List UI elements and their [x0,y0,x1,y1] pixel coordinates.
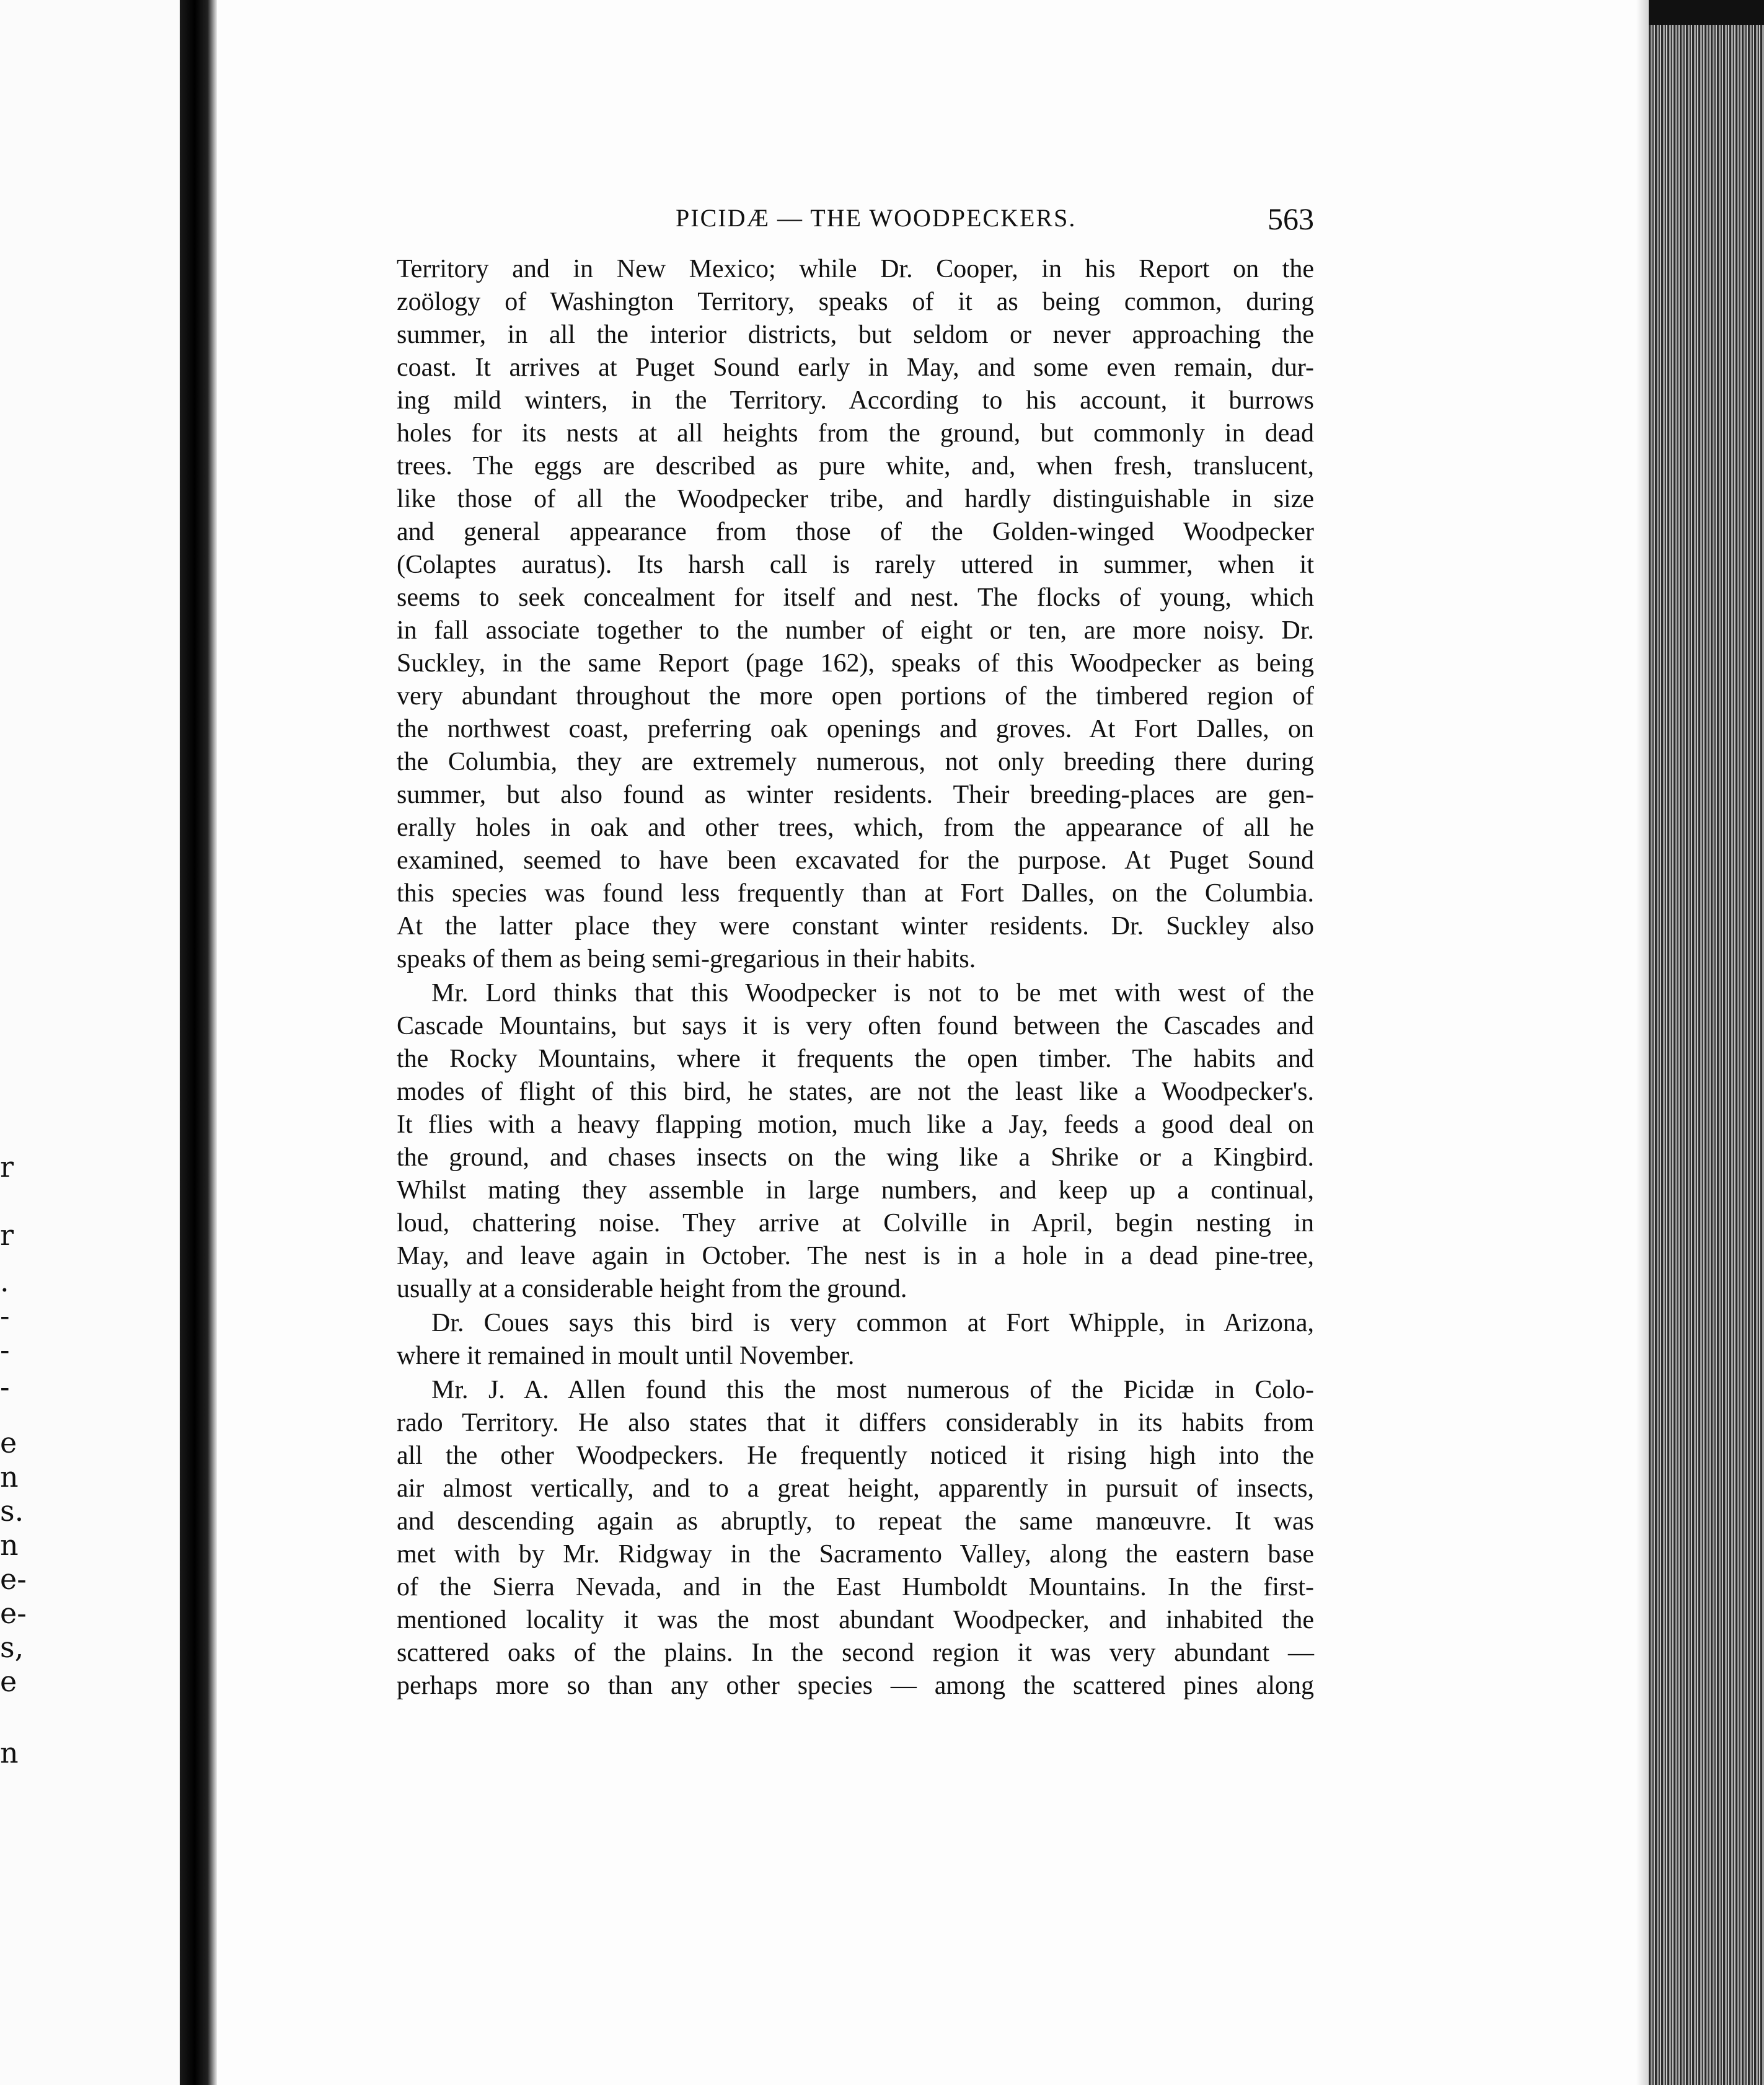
text-line: the northwest coast, preferring oak openings and groves. At Fort Dalles, on [397,715,1314,743]
text-line: the Columbia, they are extremely numerous, not only breeding there during [397,748,1314,776]
text-line: (Colaptes auratus). Its harsh call is rarely uttered in summer, when it [397,551,1314,579]
text-line: and descending again as abruptly, to repeat the same manœuvre. It was [397,1507,1314,1536]
facing-page-fragment: n [0,1460,19,1494]
text-line: At the latter place they were constant winter residents. Dr. Suckley also [397,912,1314,941]
facing-page-edge [0,0,180,2085]
text-line: Territory and in New Mexico; while Dr. Cooper, in his Report on the [397,255,1314,283]
text-line: It flies with a heavy flapping motion, much like a Jay, feeds a good deal on [397,1110,1314,1139]
text-line: Mr. J. A. Allen found this the most numerous of the Picidæ in Colo- [431,1376,1314,1404]
facing-page-fragment: s, [0,1631,24,1664]
text-line: Dr. Coues says this bird is very common at Fort Whipple, in Arizona, [431,1309,1314,1337]
text-line: modes of flight of this bird, he states, are not the least like a Woodpecker's. [397,1078,1314,1106]
text-line: usually at a considerable height from the ground. [397,1275,907,1303]
text-line: very abundant throughout the more open portions of the timbered region of [397,682,1314,710]
text-line: met with by Mr. Ridgway in the Sacramento Valley, along the eastern base [397,1540,1314,1569]
running-head [397,198,1314,242]
text-line: May, and leave again in October. The nest is in a hole in a dead pine-tree, [397,1242,1314,1270]
text-line: the Rocky Mountains, where it frequents the open timber. The habits and [397,1045,1314,1073]
text-line: and general appearance from those of the Golden-winged Woodpecker [397,518,1314,546]
text-line: the ground, and chases insects on the wing like a Shrike or a Kingbird. [397,1143,1314,1172]
facing-page-fragment: s. [0,1494,24,1528]
text-line: summer, in all the interior districts, but seldom or never approaching the [397,321,1314,349]
text-line: ing mild winters, in the Territory. According to his account, it burrows [397,386,1314,415]
facing-page-fragment: . [0,1265,9,1298]
body-text [397,253,1314,1702]
text-line: all the other Woodpeckers. He frequently noticed it rising high into the [397,1441,1314,1470]
text-line: Whilst mating they assemble in large numbers, and keep up a continual, [397,1176,1314,1205]
text-line: like those of all the Woodpecker tribe, and hardly distinguishable in size [397,485,1314,513]
facing-page-fragment: n [0,1736,19,1769]
binding-gutter [180,0,217,2085]
paragraph [397,1374,1314,1702]
text-line: Cascade Mountains, but says it is very often found between the Cascades and [397,1012,1314,1040]
text-line: loud, chattering noise. They arrive at Colville in April, begin nesting in [397,1209,1314,1237]
paragraph [397,977,1314,1306]
text-line: of the Sierra Nevada, and in the East Humboldt Mountains. In the first- [397,1573,1314,1601]
text-line: mentioned locality it was the most abundant Woodpecker, and inhabited the [397,1606,1314,1634]
text-line: air almost vertically, and to a great height, apparently in pursuit of insects, [397,1474,1314,1503]
text-line: Suckley, in the same Report (page 162), speaks of this Woodpecker as being [397,649,1314,678]
text-line: speaks of them as being semi-gregarious in their habits. [397,945,976,973]
text-line: this species was found less frequently than at Fort Dalles, on the Columbia. [397,879,1314,908]
facing-page-fragment: r [0,1150,14,1184]
text-line: examined, seemed to have been excavated for the purpose. At Puget Sound [397,846,1314,875]
text-line: perhaps more so than any other species — among the scattered pines along [397,1671,1314,1700]
facing-page-fragment: e- [0,1596,27,1630]
text-line: scattered oaks of the plains. In the second region it was very abundant — [397,1639,1314,1667]
running-title: PICIDÆ — THE WOODPECKERS. [676,204,1077,232]
facing-page-fragment: - [0,1299,10,1332]
text-line: seems to seek concealment for itself and nest. The flocks of young, which [397,583,1314,612]
text-line: holes for its nests at all heights from the ground, but commonly in dead [397,419,1314,448]
page-number: 563 [1268,201,1314,236]
facing-page-fragment: - [0,1333,10,1366]
facing-page-fragment: e- [0,1562,27,1596]
facing-page-fragment: e [0,1665,17,1698]
text-line: zoölogy of Washington Territory, speaks of it as being common, during [397,288,1314,316]
facing-page-fragment: e [0,1426,17,1459]
page-block-edges [1649,0,1764,2085]
book-page [397,198,1314,1810]
text-line: trees. The eggs are described as pure white, and, when fresh, translucent, [397,452,1314,480]
facing-page-fragment: r [0,1218,14,1252]
paragraph [397,1307,1314,1373]
text-line: Mr. Lord thinks that this Woodpecker is not to be met with west of the [431,979,1314,1007]
text-line: erally holes in oak and other trees, which, from the appearance of all he [397,813,1314,842]
text-line: coast. It arrives at Puget Sound early in May, and some even remain, dur- [397,353,1314,382]
page-block-top-shadow [1649,0,1764,25]
text-line: rado Territory. He also states that it differs considerably in its habits from [397,1409,1314,1437]
text-line: in fall associate together to the number of eight or ten, are more noisy. Dr. [397,616,1314,645]
facing-page-fragment: n [0,1528,19,1562]
text-line: where it remained in moult until November. [397,1342,855,1370]
text-line: summer, but also found as winter residents. Their breeding-places are gen- [397,781,1314,809]
paragraph [397,253,1314,976]
facing-page-fragment: - [0,1370,10,1404]
